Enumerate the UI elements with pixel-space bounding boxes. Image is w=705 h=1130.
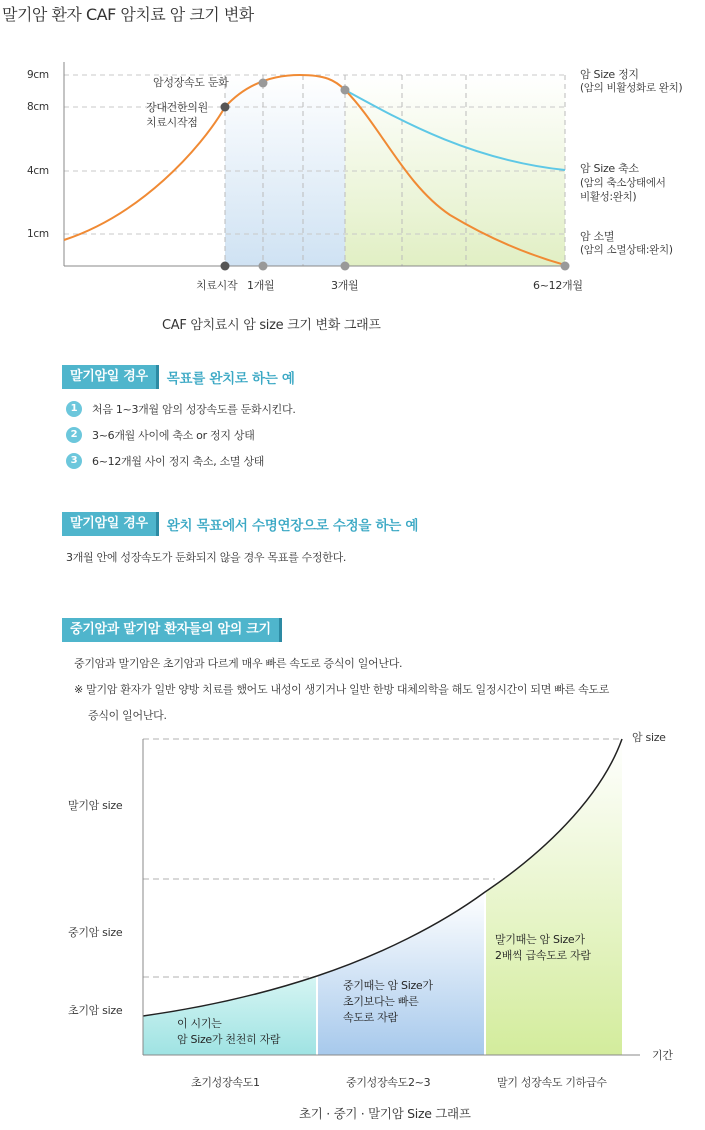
y-label-late-size: 말기암 size bbox=[68, 799, 123, 812]
vanish-label-sub: (암의 소멸상태:완치) bbox=[580, 244, 673, 256]
start-treatment-annotation-line1: 장대건한의원 bbox=[146, 101, 208, 114]
x-label-early-speed: 초기성장속도1 bbox=[191, 1076, 260, 1089]
section3-line3: 증식이 일어난다. bbox=[88, 709, 167, 722]
shrink-label-title: 암 Size 축소 bbox=[580, 162, 639, 175]
section1-title: 목표를 완치로 하는 예 bbox=[166, 371, 295, 387]
x-label-mid-speed: 중기성장속도2~3 bbox=[346, 1076, 431, 1089]
y-label-mid-size: 중기암 size bbox=[68, 926, 123, 939]
number-badge: 3 bbox=[66, 453, 82, 469]
section2-body: 3개월 안에 성장속도가 둔화되지 않을 경우 목표를 수정한다. bbox=[66, 551, 347, 564]
section2-title: 완치 목표에서 수명연장으로 수정을 하는 예 bbox=[166, 518, 419, 534]
early-box-line2: 암 Size가 천천히 자람 bbox=[177, 1033, 281, 1046]
shrink-label-sub2: 비활성:완치) bbox=[580, 191, 637, 203]
list-item-text: 3~6개월 사이에 축소 or 정지 상태 bbox=[92, 429, 255, 442]
stop-label-title: 암 Size 정지 bbox=[580, 68, 639, 81]
mid-box-line3: 속도로 자람 bbox=[343, 1011, 398, 1024]
axis-label-period: 기간 bbox=[652, 1049, 673, 1062]
mid-box-line1: 중기때는 암 Size가 bbox=[343, 979, 433, 992]
y-tick-4cm: 4cm bbox=[27, 165, 49, 177]
early-box-line1: 이 시기는 bbox=[177, 1017, 222, 1030]
chart1-caption: CAF 암치료시 암 size 크기 변화 그래프 bbox=[162, 318, 381, 333]
slow-growth-annotation: 암성장속도 둔화 bbox=[153, 76, 229, 89]
stop-label-sub: (암의 비활성화로 완치) bbox=[580, 82, 683, 94]
y-label-early-size: 초기암 size bbox=[68, 1004, 123, 1017]
vanish-label-title: 암 소멸 bbox=[580, 230, 615, 243]
x-label-3month: 3개월 bbox=[331, 279, 359, 292]
chart2-caption: 초기 · 중기 · 말기암 Size 그래프 bbox=[299, 1106, 471, 1121]
x-label-start: 치료시작 bbox=[196, 279, 238, 292]
y-tick-1cm: 1cm bbox=[27, 228, 49, 240]
x-label-1month: 1개월 bbox=[247, 279, 275, 292]
mid-region bbox=[317, 892, 485, 1055]
section3-line1: 중기암과 말기암은 초기암과 다르게 매우 빠른 속도로 증식이 일어난다. bbox=[74, 657, 403, 670]
section3-tag: 중기암과 말기암 환자들의 암의 크기 bbox=[62, 618, 282, 642]
late-box-line2: 2배씩 급속도로 자람 bbox=[495, 949, 591, 962]
shrink-label-sub1: (암의 축소상태에서 bbox=[580, 177, 666, 189]
mid-box-line2: 초기보다는 빠른 bbox=[343, 995, 419, 1008]
late-region bbox=[485, 739, 622, 1055]
list-item-text: 처음 1~3개월 암의 성장속도를 둔화시킨다. bbox=[92, 403, 296, 416]
list-item-text: 6~12개월 사이 정지 축소, 소멸 상태 bbox=[92, 455, 265, 468]
section2-tag: 말기암일 경우 bbox=[62, 512, 159, 536]
axis-label-size: 암 size bbox=[632, 731, 666, 744]
number-badge: 1 bbox=[66, 401, 82, 417]
x-label-late-speed: 말기 성장속도 기하급수 bbox=[497, 1076, 607, 1089]
y-tick-8cm: 8cm bbox=[27, 101, 49, 113]
page-title: 말기암 환자 CAF 암치료 암 크기 변화 bbox=[2, 5, 254, 24]
number-badge: 2 bbox=[66, 427, 82, 443]
start-treatment-annotation-line2: 치료시작점 bbox=[146, 116, 198, 129]
section3-line2: ※ 말기암 환자가 일반 양방 치료를 했어도 내성이 생기거나 일반 한방 대체의학을 해도 일정시간이 되면 빠른 속도로 bbox=[74, 683, 610, 696]
x-label-6-12month: 6~12개월 bbox=[533, 279, 583, 292]
late-box-line1: 말기때는 암 Size가 bbox=[495, 933, 585, 946]
section1-tag: 말기암일 경우 bbox=[62, 365, 159, 389]
y-tick-9cm: 9cm bbox=[27, 69, 49, 81]
